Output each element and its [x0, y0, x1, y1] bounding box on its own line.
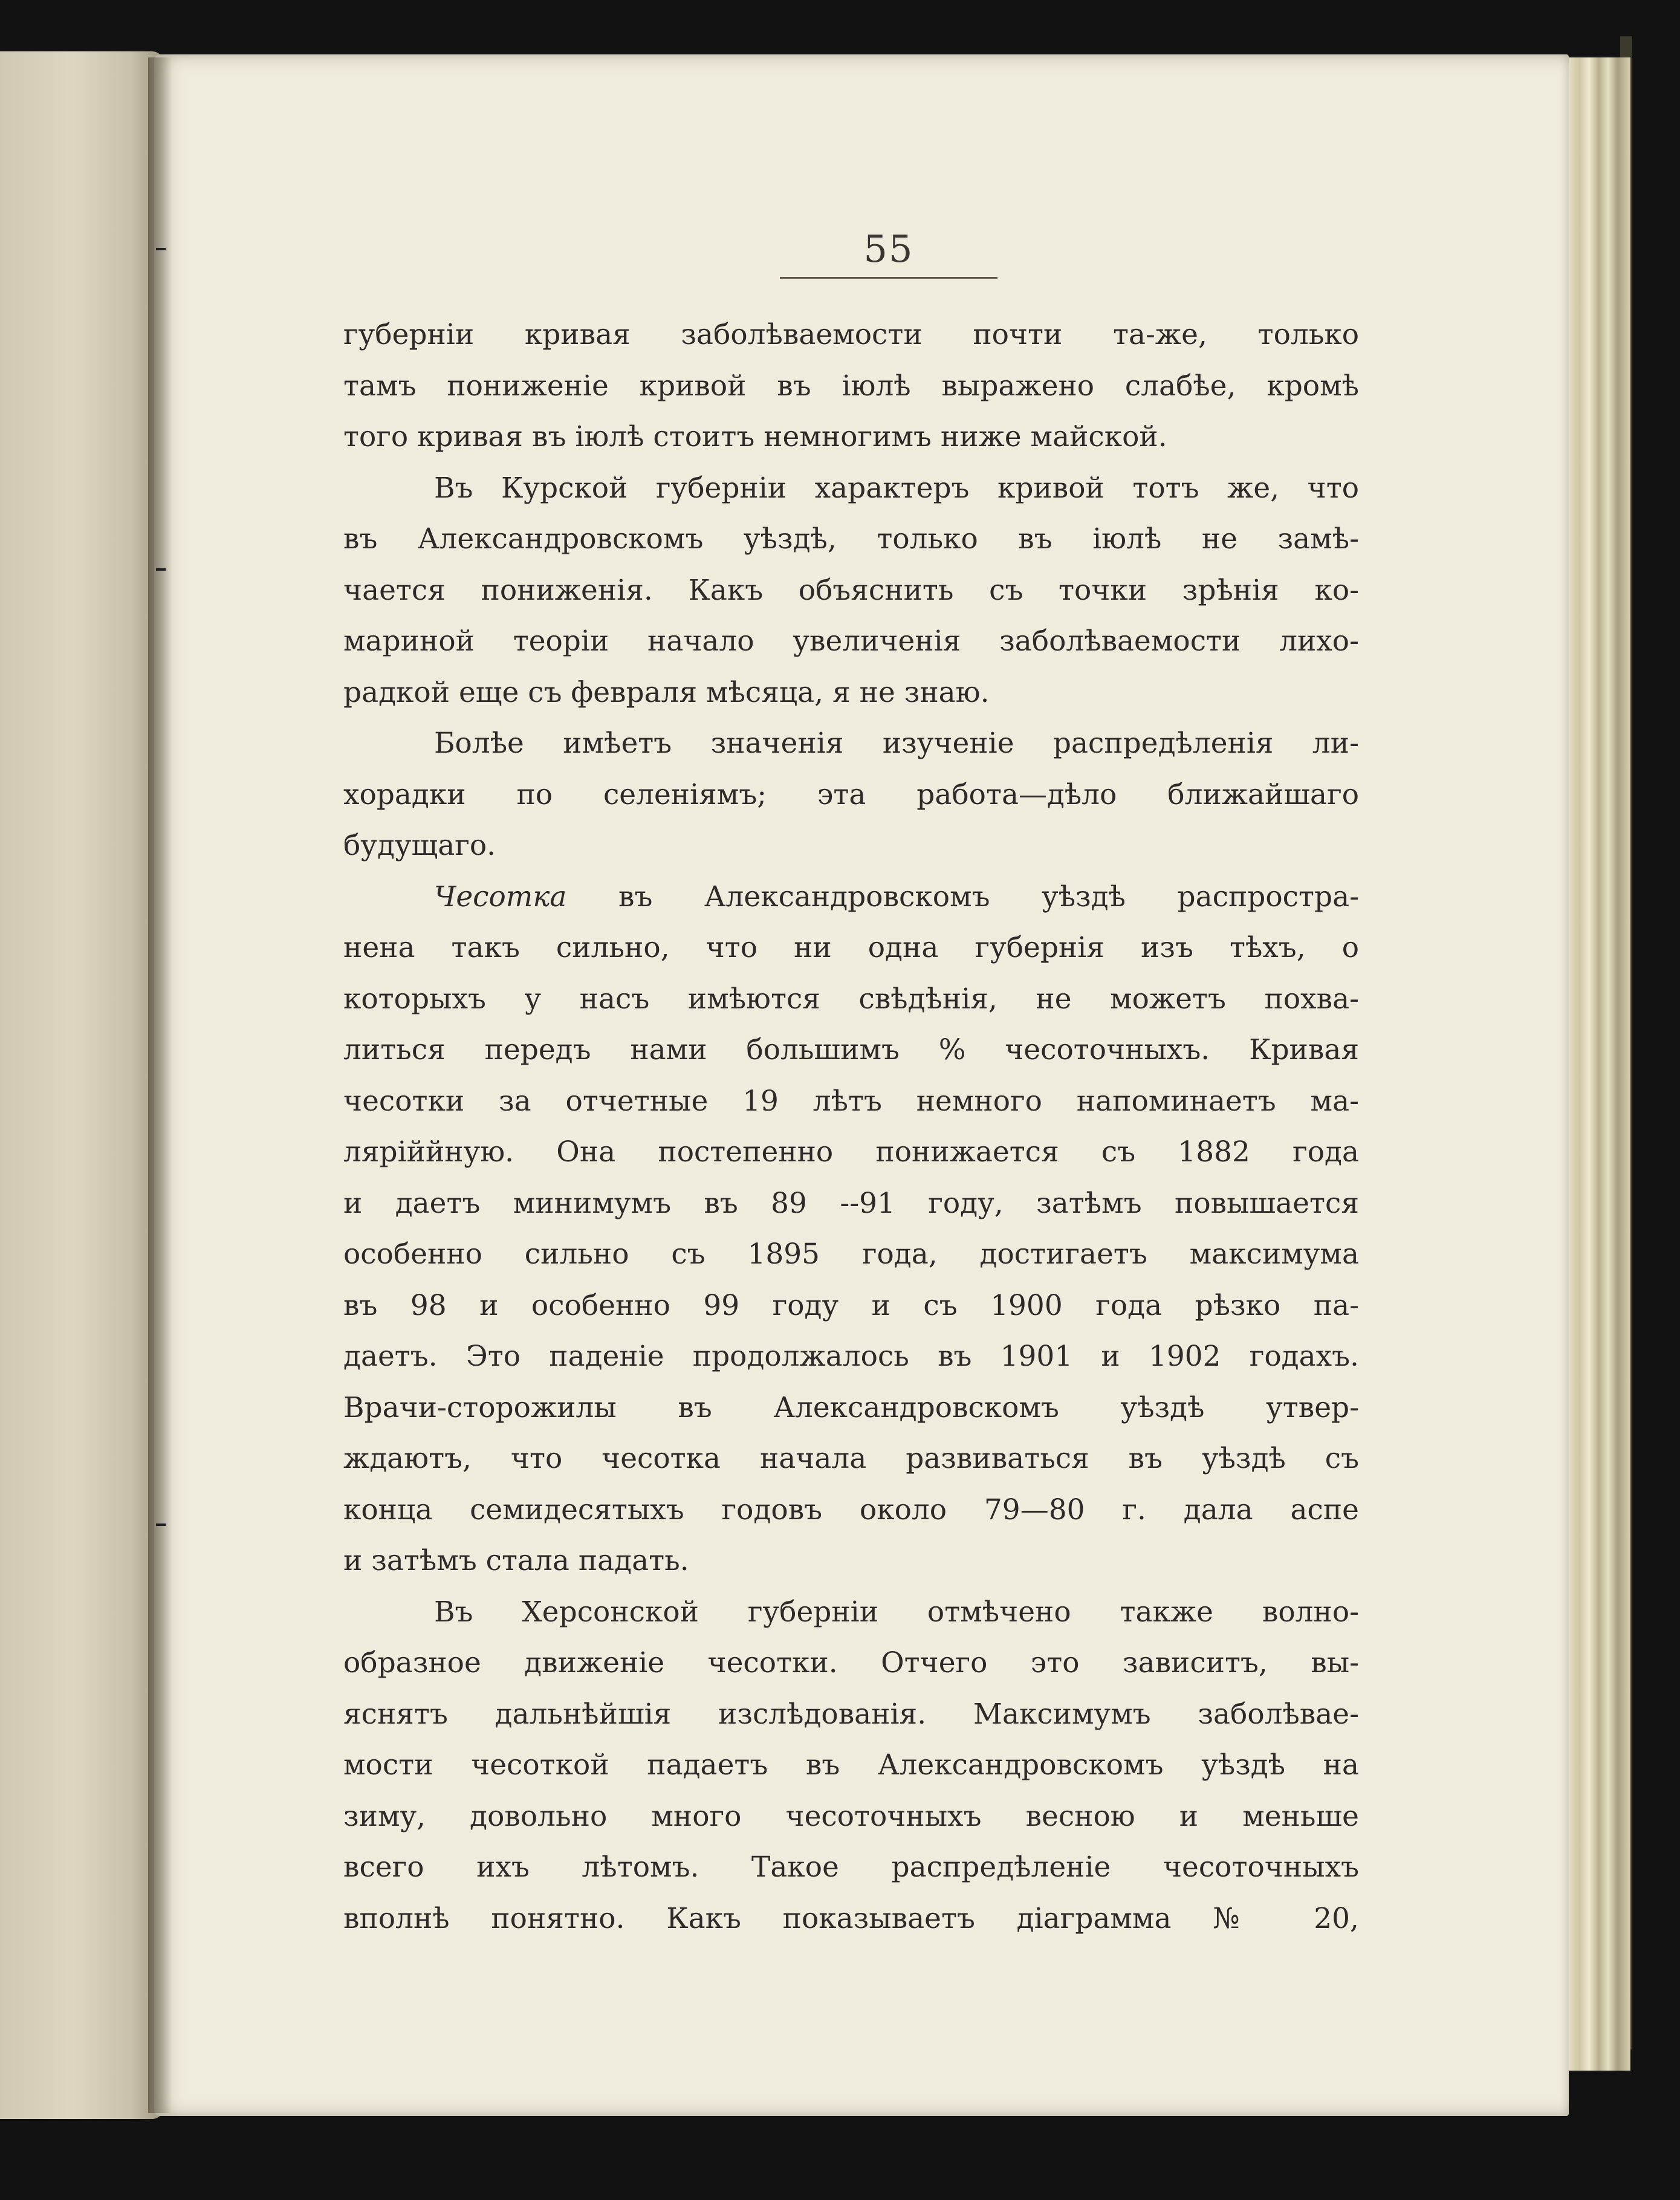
- text-line: литься передъ нами большимъ % чесоточныхъ. Кривая: [343, 1033, 1359, 1066]
- text-line: радкой еще съ февраля мѣсяца, я не знаю.: [343, 675, 990, 709]
- text-line: хорадки по селеніямъ; эта работа—дѣло ближайшаго: [343, 777, 1359, 811]
- left-page-edge: [0, 51, 163, 2119]
- header-rule: [780, 277, 997, 279]
- text-line: мости чесоткой падаетъ въ Александровскомъ уѣздѣ на: [343, 1748, 1359, 1782]
- page-block-edges: [1566, 57, 1630, 2071]
- text-line: Врачи-сторожилы въ Александровскомъ уѣздѣ утвер-: [343, 1390, 1359, 1424]
- text-line: тамъ пониженіе кривой въ іюлѣ выражено слабѣе, кромѣ: [343, 369, 1359, 403]
- text-line: Въ Курской губерніи характеръ кривой тотъ же, что: [434, 471, 1359, 505]
- text-line: ждаютъ, что чесотка начала развиваться въ уѣздѣ съ: [343, 1442, 1359, 1475]
- text-line: въ Александровскомъ уѣздѣ, только въ іюлѣ не замѣ-: [343, 522, 1359, 556]
- text-line: всего ихъ лѣтомъ. Такое распредѣленіе чесоточныхъ: [343, 1851, 1359, 1884]
- text-line: и даетъ минимумъ въ 89 --91 году, затѣмъ повышается: [343, 1186, 1359, 1220]
- text-line-rest: въ Александровскомъ уѣздѣ распростра-: [566, 880, 1359, 913]
- text-line: Въ Херсонской губерніи отмѣчено также волно-: [434, 1595, 1359, 1629]
- text-line: того кривая въ іюлѣ стоитъ немногимъ ниже майской.: [343, 420, 1167, 453]
- text-line: даетъ. Это паденіе продолжалось въ 1901 и 1902 годахъ.: [343, 1340, 1359, 1373]
- text-line: которыхъ у насъ имѣются свѣдѣнія, не можетъ похва-: [343, 982, 1359, 1016]
- text-line: Болѣе имѣетъ значенія изученіе распредѣленія ли-: [434, 727, 1359, 760]
- text-line: вполнѣ понятно. Какъ показываетъ діаграмма № 20,: [343, 1901, 1359, 1935]
- margin-mark: [156, 248, 166, 250]
- text-line: губерніи кривая заболѣваемости почти та-же, только: [343, 318, 1359, 351]
- text-line: мариной теоріи начало увеличенія заболѣваемости лихо-: [343, 625, 1359, 658]
- text-line: зиму, довольно много чесоточныхъ весною и меньше: [343, 1799, 1359, 1833]
- margin-mark: [156, 568, 166, 571]
- margin-mark: [156, 1523, 166, 1526]
- text-line: чается пониженія. Какъ объяснить съ точки зрѣнія ко-: [343, 573, 1359, 607]
- page-number: 55: [863, 227, 914, 271]
- text-line: [343, 872, 1359, 923]
- text-line: въ 98 и особенно 99 году и съ 1900 года рѣзко па-: [343, 1288, 1359, 1322]
- text-line: образное движеніе чесотки. Отчего это зависитъ, вы-: [343, 1646, 1359, 1679]
- text-line: чесотки за отчетные 19 лѣтъ немного напоминаетъ ма-: [343, 1084, 1359, 1118]
- text-line: нена такъ сильно, что ни одна губернія изъ тѣхъ, о: [343, 931, 1359, 964]
- gutter-shadow: [148, 57, 172, 2113]
- text-line: яснятъ дальнѣйшія изслѣдованія. Максимумъ заболѣвае-: [343, 1697, 1359, 1731]
- text-line: и затѣмъ стала падать.: [343, 1544, 689, 1577]
- body-text: [343, 310, 1359, 1944]
- text-line: ляріййную. Она постепенно понижается съ 1882 года: [343, 1135, 1359, 1169]
- italic-term: Чесотка: [434, 880, 567, 913]
- text-line: будущаго.: [343, 829, 496, 862]
- text-line: конца семидесятыхъ годовъ около 79—80 г. дала аспе: [343, 1493, 1359, 1527]
- text-line: особенно сильно съ 1895 года, достигаетъ максимума: [343, 1238, 1359, 1271]
